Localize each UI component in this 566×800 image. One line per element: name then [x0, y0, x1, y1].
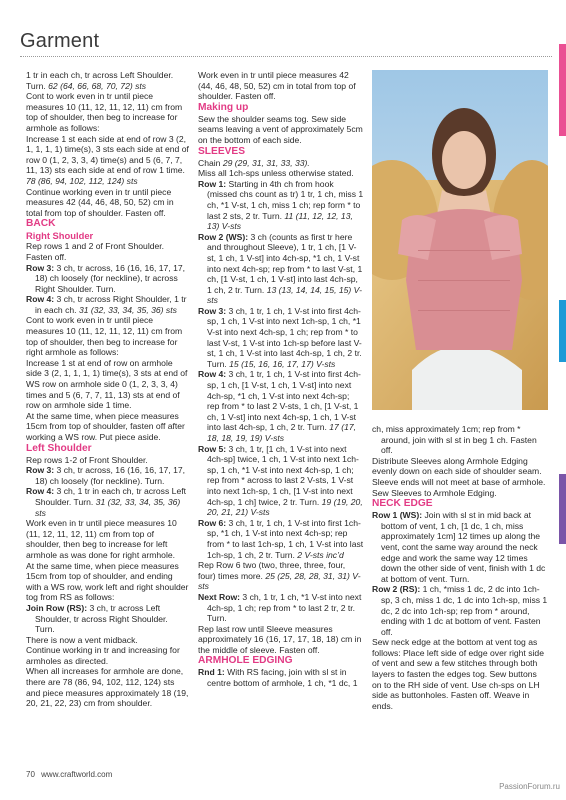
header-divider [20, 56, 552, 57]
margin-bar-blue [559, 300, 566, 362]
text-run: When all increases for armhole are done, there are 78 (86, 94, 102, 112, 124) sts and piece measures approximately 18 (19, 20, 21, 22, 23) cm from shoulder. [26, 666, 189, 709]
text-paragraph [372, 456, 548, 498]
text-run: Rep rows 1-2 of Front Shoulder. [26, 454, 148, 465]
text-run: Sew neck edge at the bottom at vent tog as follows: Place left side of edge over right side of vent and sew a few stitches through both layers to fasten the edges tog. Sew buttons on to the RH side of vent. Use ch-sps on LH side as buttonholes. Fasten off. Weave in ends. [372, 637, 544, 711]
row-label: Row 3: [26, 465, 55, 476]
section-heading: BACK [26, 218, 56, 230]
stitch-count: 78 (86, 94, 102, 112, 124) sts [26, 175, 138, 186]
text-paragraph [26, 134, 189, 187]
text-run: Join with sl st in mid back at bottom of vent, 1 ch, [1 dc, 1 ch, miss approximately 1cm] 12 times up along the vent, cont the same way around the neck edge and work the same way 12 times down the other side of vent, finish with 1 dc at bottom of vent. Turn. [381, 510, 546, 584]
text-paragraph [372, 424, 548, 456]
text-run: Turn. [26, 80, 49, 91]
site-url[interactable]: www.craftworld.com [41, 770, 113, 779]
row-label: Row 2 (WS): [198, 231, 249, 242]
text-run: Rep last row until Sleeve measures approximately 16 (16, 17, 17, 18, 18) cm in the middle of sleeve. Fasten off. [198, 623, 362, 655]
text-run: 3 ch, tr across, 16 (16, 16, 17, 17, 18) ch loosely (for neckline), tr across Right Shoulder. Turn. [35, 262, 186, 294]
text-run: Continue working in tr and increasing for armholes as directed. [26, 645, 180, 666]
text-run: 1 ch, *miss 1 dc, 2 dc into 1ch-sp, 3 ch, miss 1 dc, 1 dc into 1ch-sp, miss 1 dc, 2 dc into 1ch-sp; rep from * around, ending with 1 dc at bottom of vent. Fasten off. [381, 584, 548, 637]
row-label: Row 3: [26, 262, 55, 273]
text-run: ch, miss approximately 1cm; rep from * around, join with sl st in beg 1 ch. Fasten off. [372, 424, 537, 456]
section-heading: Making up [198, 101, 249, 113]
text-run: Distribute Sleeves along Armhole Edging evenly down on each side of shoulder seam. Sleeve ends will not meet at base of armhole. Sew Sleeves to Armhole Edging. [372, 455, 546, 498]
column-left [26, 70, 189, 709]
page-footer [26, 770, 112, 779]
row-label: Rnd 1: [198, 667, 225, 678]
text-run: Work even in tr until piece measures 10 (11, 12, 11, 12, 11) cm from top of shoulder, then beg to increase for left armhole as was done for right armhole. [26, 518, 177, 560]
pattern-row [26, 486, 189, 518]
pattern-row [198, 232, 364, 306]
margin-bar-purple [559, 474, 566, 544]
subsection-heading: Right Shoulder [26, 230, 94, 242]
text-run: 3 ch, 1 tr, 1 ch, *1 V-st into next 4ch-sp, 1 ch; rep from * to last 2 tr, 2 tr. Turn. [207, 591, 362, 624]
text-run: Fasten off. [26, 251, 67, 262]
text-run: Miss all 1ch-sps unless otherwise stated. [198, 168, 354, 179]
section-heading: SLEEVES [198, 145, 245, 157]
text-run: 3 ch, 1 tr, 1 ch, 1 V-st into first 4ch-sp, 1 ch, [1 V-st, 1 ch, 1 V-st] into next 4ch-sp, *1 ch, 1 V-st into next 4ch-sp; rep from * to last 2 V-sts, 1 ch, [1 V-st, 1 ch, 1 V-st] into next 4ch-sp, 1 ch, 1 V-st into last 4ch-sp, 1 ch, 2 tr. Turn. [207, 369, 361, 433]
text-paragraph [26, 315, 189, 357]
text-paragraph [26, 635, 189, 646]
row-label: Join Row (RS): [26, 602, 88, 613]
section-heading: NECK EDGE [372, 498, 433, 510]
text-paragraph [372, 637, 548, 711]
pattern-row [198, 444, 364, 518]
pattern-row [372, 510, 548, 584]
text-run: Work even in tr until piece measures 42 (44, 46, 48, 50, 52) cm in total from top of shoulder. Fasten off. [198, 70, 356, 102]
text-paragraph [26, 358, 189, 411]
pattern-row [198, 306, 364, 370]
stitch-count: 2 V-sts inc’d [297, 549, 344, 560]
row-label: Row 4: [26, 294, 55, 305]
text-run: Increase 1 st at end of row on armhole side 3 (2, 1, 1, 1, 1) time(s), 3 sts at end of WS row on armhole side 0 (1, 2, 3, 3, 4) times and 5 (6, 7, 7, 11, 13) sts at end of row on armhole side 1 time. [26, 357, 188, 411]
pattern-row [26, 294, 189, 315]
pattern-row [198, 179, 364, 232]
text-run: 3 ch, 1 tr, 1 ch, 1 V-st into first 4ch-sp, 1 ch, 1 V-st into next 1ch-sp, 1 ch, *1 V-st into next 4ch-sp, 1 ch; rep from * to last V-st, 1 V-st into 1ch-sp before last V-st, 1 ch, 1 V-st into last 4ch-sp, 1 ch, 2 tr. Turn. [207, 305, 362, 369]
text-run: 1 tr in each ch, tr across Left Shoulder. [26, 70, 174, 80]
row-label: Row 2 (RS): [372, 584, 421, 595]
stitch-count: 62 (64, 66, 68, 70, 72) sts [48, 80, 147, 91]
text-paragraph [198, 70, 364, 102]
text-paragraph [198, 114, 364, 146]
pattern-row [198, 592, 364, 624]
text-paragraph [26, 455, 189, 466]
stitch-count: 17 (17, 18, 18, 19, 19) V-sts [207, 422, 357, 443]
stitch-count: 19 (19, 20, 20, 21, 21) V-sts [207, 496, 363, 518]
text-run: 3 ch, 1 tr, [1 ch, 1 V-st into next 4ch-sp] twice, 1 ch, 1 V-st into next 1ch-sp, 1 ch, *1 V-st into next 4ch-sp, 1 ch; rep from * across to last 2 V-sts, 1 V-st into next 1ch-sp, 1 ch, [1 V-st into next 4ch-sp, 1 ch] twice, 2 tr. Turn. [207, 443, 359, 507]
text-run: Cont to work even in tr until piece measures 10 (11, 12, 11, 12, 11) cm from top of shoulder, then beg to increase for right armhole as follows: [26, 315, 183, 358]
watermark: PassionForum.ru [499, 782, 560, 791]
text-run: At the same time, when piece measures 15cm from top of shoulder, fasten off after working a WS row. Put piece aside. [26, 410, 185, 442]
page-number: 70 [26, 770, 35, 779]
text-paragraph [26, 91, 189, 133]
stitch-count: 11 (11, 12, 12, 13, 13) V-sts [207, 210, 353, 232]
row-label: Row 6: [198, 517, 227, 528]
text-run: At the same time, when piece measures 15cm from top of shoulder, and ending with a WS row, work left and right shoulder tog from RS as follows: [26, 560, 189, 603]
text-paragraph [26, 561, 189, 603]
text-run: Starting in 4th ch from hook (missed chs count as tr) 1 tr, 1 ch, miss 1 ch, *1 V-st, 1 ch, miss 1 ch; rep form * to last 2 sts, 2 tr. Turn. [207, 178, 364, 221]
text-paragraph [26, 241, 189, 252]
text-paragraph [198, 560, 364, 592]
text-paragraph [198, 168, 364, 179]
text-paragraph [26, 187, 189, 219]
pattern-row [198, 667, 364, 688]
text-run: Continue working even in tr until piece measures 42 (44, 46, 48, 50, 52) cm in total from top of shoulder. Fasten off. [26, 186, 174, 218]
stitch-count: 29 (29, 31, 31, 33, 33). [222, 157, 310, 168]
text-run: 3 ch, tr across Right Shoulder, 1 tr in each ch. [35, 294, 187, 315]
row-label: Next Row: [198, 591, 241, 602]
text-paragraph [198, 158, 364, 169]
text-paragraph [26, 518, 189, 560]
text-paragraph [26, 666, 189, 708]
text-paragraph [26, 252, 189, 263]
row-label: Row 5: [198, 443, 227, 454]
column-middle [198, 70, 364, 689]
stitch-count: 13 (13, 14, 14, 15, 15) V-sts [207, 284, 362, 306]
row-label: Row 4: [26, 486, 55, 497]
stitch-count: 25 (25, 28, 28, 31, 31) V-sts [198, 570, 361, 592]
row-label: Row 3: [198, 305, 227, 316]
row-label: Row 1 (WS): [372, 510, 423, 521]
pattern-row [198, 518, 364, 560]
text-run: Sew the shoulder seams tog. Sew side seams leaving a vent of approximately 5cm on the bottom of each side. [198, 113, 363, 145]
text-run: 3 ch, 1 tr in each ch, tr across Left Shoulder. Turn. [35, 486, 187, 507]
column-right [372, 424, 548, 711]
text-run: Rep rows 1 and 2 of Front Shoulder. [26, 241, 165, 252]
margin-bar-pink [559, 44, 566, 136]
page-header [0, 0, 566, 58]
text-paragraph [198, 624, 364, 656]
text-run: There is now a vent midback. [26, 634, 138, 645]
text-run: Increase 1 st each side at end of row 3 (2, 1, 1, 1, 1) time(s), 3 sts each side at end of row 0 (1, 2, 3, 3, 4) time(s) and 5 (6, 7, 7, 11, 13) sts each side at end of row 1 time. [26, 133, 189, 176]
row-label: Row 4: [198, 369, 227, 380]
text-run: 3 ch, tr across Left Shoulder, tr across Right Shoulder. Turn. [35, 602, 168, 635]
text-run: 3 ch, tr across, 16 (16, 16, 17, 17, 18) ch loosely (for neckline). Turn. [35, 465, 186, 486]
section-title: Garment [20, 30, 100, 52]
stitch-count: 15 (15, 16, 16, 17, 17) V-sts [229, 358, 336, 369]
text-run: Chain [198, 157, 223, 168]
model-photo [372, 70, 548, 410]
pattern-row [26, 603, 189, 635]
pattern-row [198, 369, 364, 443]
text-run: 3 ch (counts as first tr here and throughout Sleeve), 1 tr, 1 ch, [1 V-st, 1 ch, 1 V-st] into 4ch-sp, *1 ch, 1 V-st into next 4ch-sp; rep from * to last V-st, 1 ch, [1 V-st, 1 ch, 1 V-st] into last 4ch-sp, 1 ch, 2 tr. Turn. [207, 231, 363, 295]
stitch-count: 31 (32, 33, 34, 35, 36) sts [78, 304, 177, 315]
text-run: Rep Row 6 two (two, three, three, four, four) times more. [198, 560, 346, 581]
pattern-row [372, 584, 548, 637]
pattern-row [26, 465, 189, 486]
text-paragraph [26, 70, 189, 81]
text-paragraph [26, 411, 189, 443]
row-label: Row 1: [198, 178, 227, 189]
text-run: With RS facing, join with sl st in centre bottom of armhole, 1 ch, *1 dc, 1 [207, 667, 358, 689]
section-heading: Left Shoulder [26, 442, 92, 454]
pattern-row [26, 263, 189, 295]
text-run: 3 ch, 1 tr, 1 ch, 1 V-st into first 1ch-sp, *1 ch, 1 V-st into next 4ch-sp; rep from * to last 1ch-sp, 1 ch, 1 V-st into last 1ch-sp, 1 ch, 2 tr. Turn. [207, 517, 364, 560]
text-paragraph [26, 645, 189, 666]
section-heading: ARMHOLE EDGING [198, 655, 293, 667]
text-run: Cont to work even in tr until piece measures 10 (11, 12, 11, 12, 11) cm from top of shoulder, then beg to increase for armhole as follows: [26, 91, 183, 133]
text-paragraph [26, 81, 189, 92]
stitch-count: 31 (32, 33, 34, 35, 36) sts [35, 496, 181, 518]
